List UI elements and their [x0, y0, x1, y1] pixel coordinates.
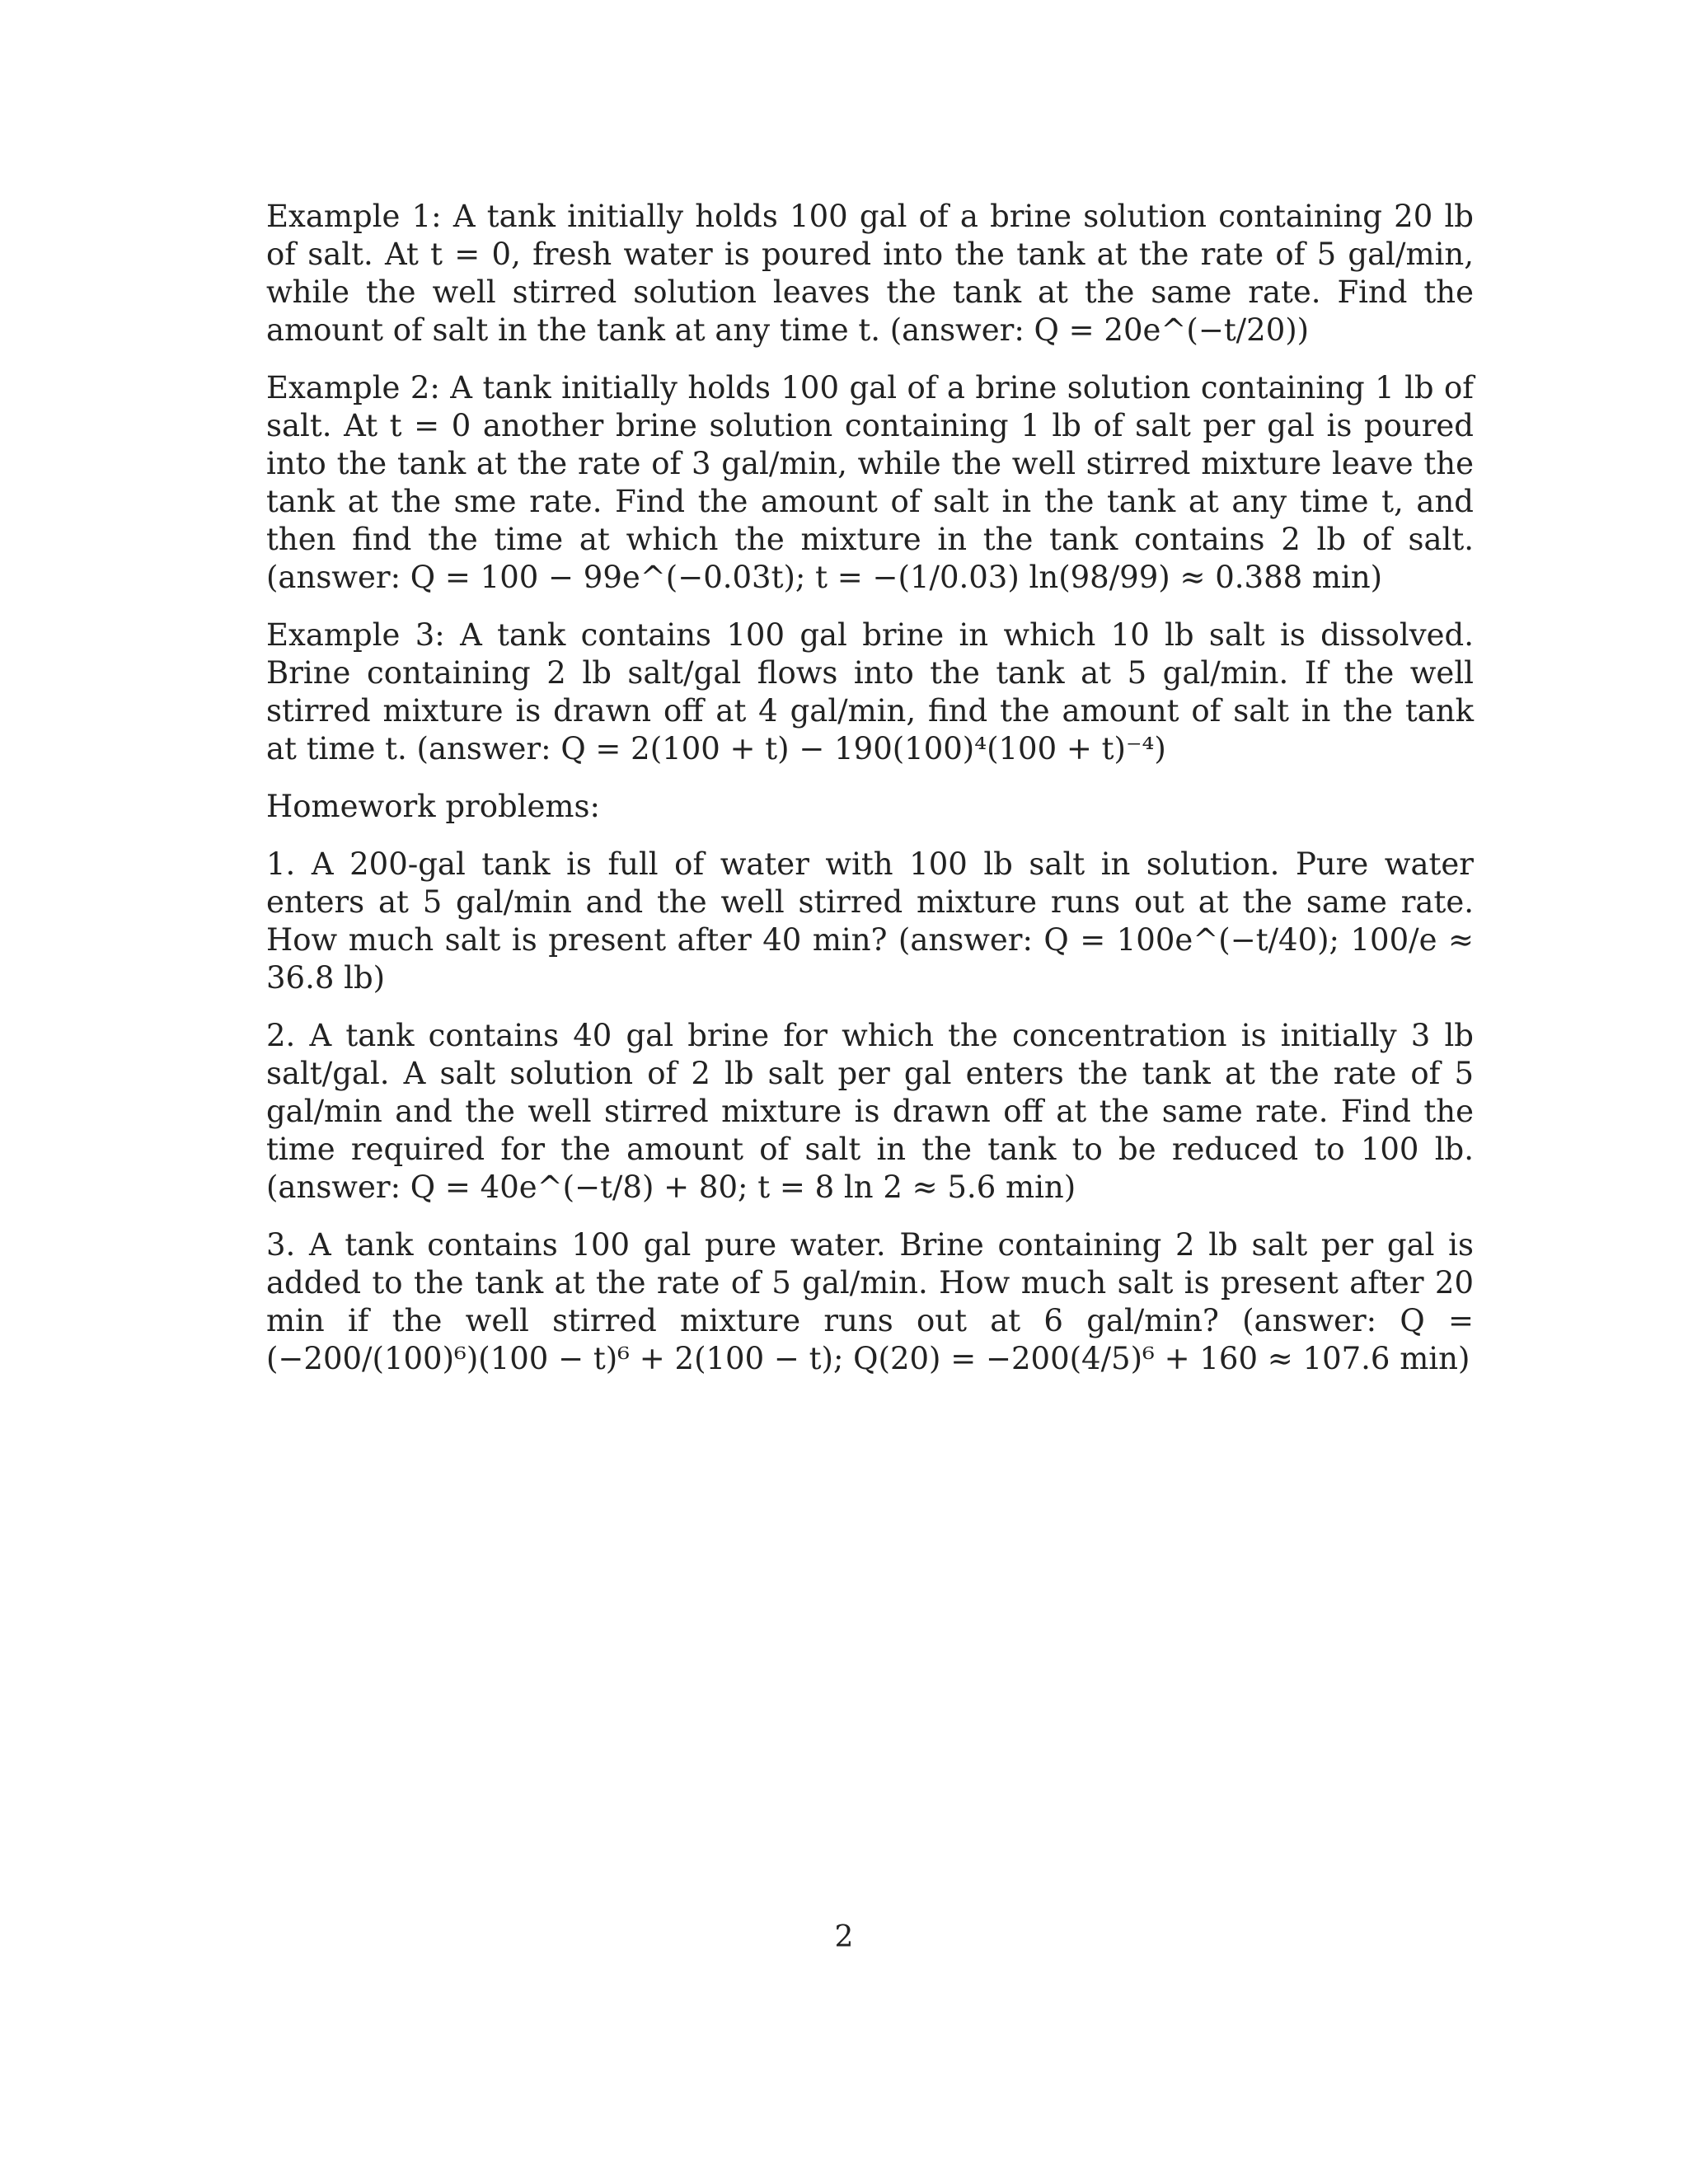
homework-problem-2: 2. A tank contains 40 gal brine for which the concentration is initially 3 lb salt/gal. A salt solution of 2 lb salt per gal enters the tank at the rate of 5 gal/min and the well stirred mixture is drawn off at the same rate. Find the time required for the amount of salt in the tank to be reduced to 100 lb. (answer: Q = 40e^(−t/8) + 80; t = 8 ln 2 ≈ 5.6 min) [266, 1018, 1474, 1205]
homework-heading: Homework problems: [266, 789, 600, 824]
example-1-paragraph: Example 1: A tank initially holds 100 gal of a brine solution containing 20 lb of salt. At t = 0, fresh water is poured into the tank at the rate of 5 gal/min, while the well stirred solution leaves the tank at the same rate. Find the amount of salt in the tank at any time t. (answer: Q = 20e^(−t/20)) [266, 199, 1474, 348]
homework-problem-1: 1. A 200-gal tank is full of water with 100 lb salt in solution. Pure water enters at 5 gal/min and the well stirred mixture runs out at the same rate. How much salt is present after 40 min? (answer: Q = 100e^(−t/40); 100/e ≈ 36.8 lb) [266, 846, 1474, 996]
page-number: 2 [834, 1920, 854, 1954]
example-3-paragraph: Example 3: A tank contains 100 gal brine in which 10 lb salt is dissolved. Brine containing 2 lb salt/gal flows into the tank at 5 gal/min. If the well stirred mixture is drawn off at 4 gal/min, find the amount of salt in the tank at time t. (answer: Q = 2(100 + t) − 190(100)⁴(100 + t)⁻⁴) [266, 617, 1474, 766]
document-body [266, 198, 1474, 1398]
example-2-paragraph: Example 2: A tank initially holds 100 gal of a brine solution containing 1 lb of salt. At t = 0 another brine solution containing 1 lb of salt per gal is poured into the tank at the rate of 3 gal/min, while the well stirred mixture leave the tank at the sme rate. Find the amount of salt in the tank at any time t, and then find the time at which the mixture in the tank contains 2 lb of salt. (answer: Q = 100 − 99e^(−0.03t); t = −(1/0.03) ln(98/99) ≈ 0.388 min) [266, 370, 1474, 595]
homework-problem-3: 3. A tank contains 100 gal pure water. Brine containing 2 lb salt per gal is added to the tank at the rate of 5 gal/min. How much salt is present after 20 min if the well stirred mixture runs out at 6 gal/min? (answer: Q = (−200/(100)⁶)(100 − t)⁶ + 2(100 − t); Q(20) = −200(4/5)⁶ + 160 ≈ 107.6 min) [266, 1227, 1474, 1376]
